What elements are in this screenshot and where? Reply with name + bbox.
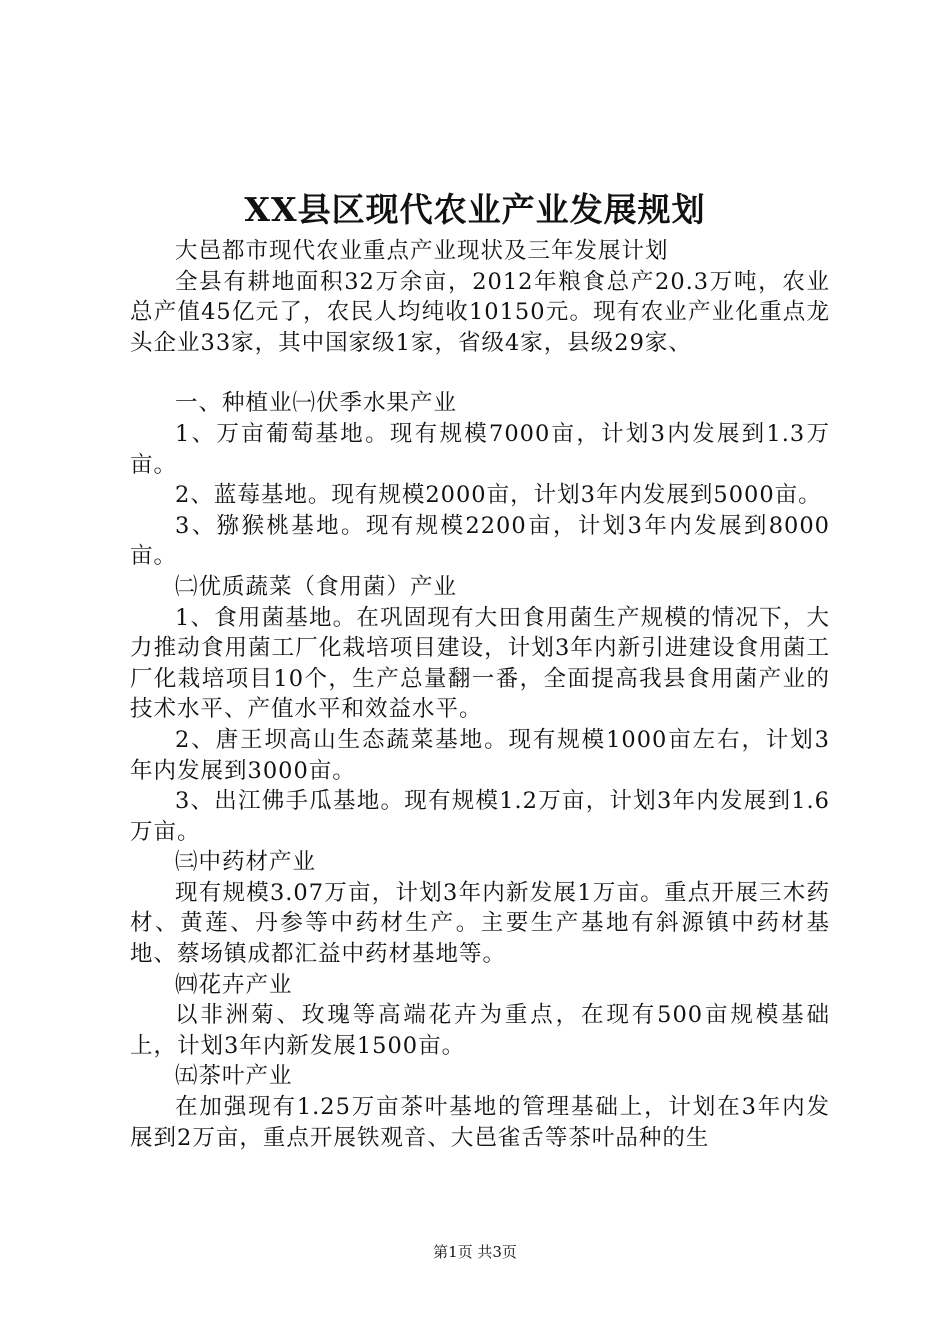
paragraph-grape-base: 1、万亩葡萄基地。现有规模7000亩，计划3内发展到1.3万亩。 xyxy=(130,420,830,478)
section-heading-tea: ㈤茶叶产业 xyxy=(175,1063,293,1090)
paragraph-subtitle: 大邑都市现代农业重点产业现状及三年发展计划 xyxy=(175,238,669,264)
paragraph-vegetable-base: 2、唐王坝高山生态蔬菜基地。现有规模1000亩左右，计划3年内发展到3000亩。 xyxy=(130,726,830,784)
section-heading-planting: 一、种植业㈠伏季水果产业 xyxy=(175,390,458,417)
section-heading-vegetables: ㈡优质蔬菜（食用菌）产业 xyxy=(175,573,458,600)
paragraph-tea: 在加强现有1.25万亩茶叶基地的管理基础上，计划在3年内发展到2万亩，重点开展铁观音、大邑雀舌等茶叶品种的生 xyxy=(130,1094,830,1151)
paragraph-fungus-base: 1、食用菌基地。在巩固现有大田食用菌生产规模的情况下，大力推动食用菌工厂化栽培项目建设，计划3年内新引进建设食用菌工厂化栽培项目10个，生产总量翻一番，全面提高我县食用菌产业的技术水平、产值水平和效益水平。 xyxy=(130,604,830,723)
page-number-footer: 第1页 共3页 xyxy=(433,1243,517,1261)
paragraph-kiwi-base: 3、猕猴桃基地。现有规模2200亩，计划3年内发展到8000亩。 xyxy=(130,512,830,570)
document-body xyxy=(130,236,830,1153)
document-title: XX县区现代农业产业发展规划 xyxy=(244,190,706,229)
paragraph-herbs: 现有规模3.07万亩，计划3年内新发展1万亩。重点开展三木药材、黄莲、丹参等中药材生产。主要生产基地有斜源镇中药材基地、蔡场镇成都汇益中药材基地等。 xyxy=(130,879,830,968)
section-heading-herbs: ㈢中药材产业 xyxy=(175,849,317,876)
paragraph-flowers: 以非洲菊、玫瑰等高端花卉为重点，在现有500亩规模基础上，计划3年内新发展1500亩。 xyxy=(130,1002,830,1059)
section-heading-flowers: ㈣花卉产业 xyxy=(175,971,293,998)
paragraph-blueberry-base: 2、蓝莓基地。现有规模2000亩，计划3年内发展到5000亩。 xyxy=(175,482,822,509)
paragraph-chayote-base: 3、出江佛手瓜基地。现有规模1.2万亩，计划3年内发展到1.6万亩。 xyxy=(130,788,830,845)
paragraph-overview: 全县有耕地面积32万余亩，2012年粮食总产20.3万吨，农业总产值45亿元了，农民人均纯收10150元。现有农业产业化重点龙头企业33家，其中国家级1家，省级4家，县级29家、 xyxy=(130,268,830,356)
